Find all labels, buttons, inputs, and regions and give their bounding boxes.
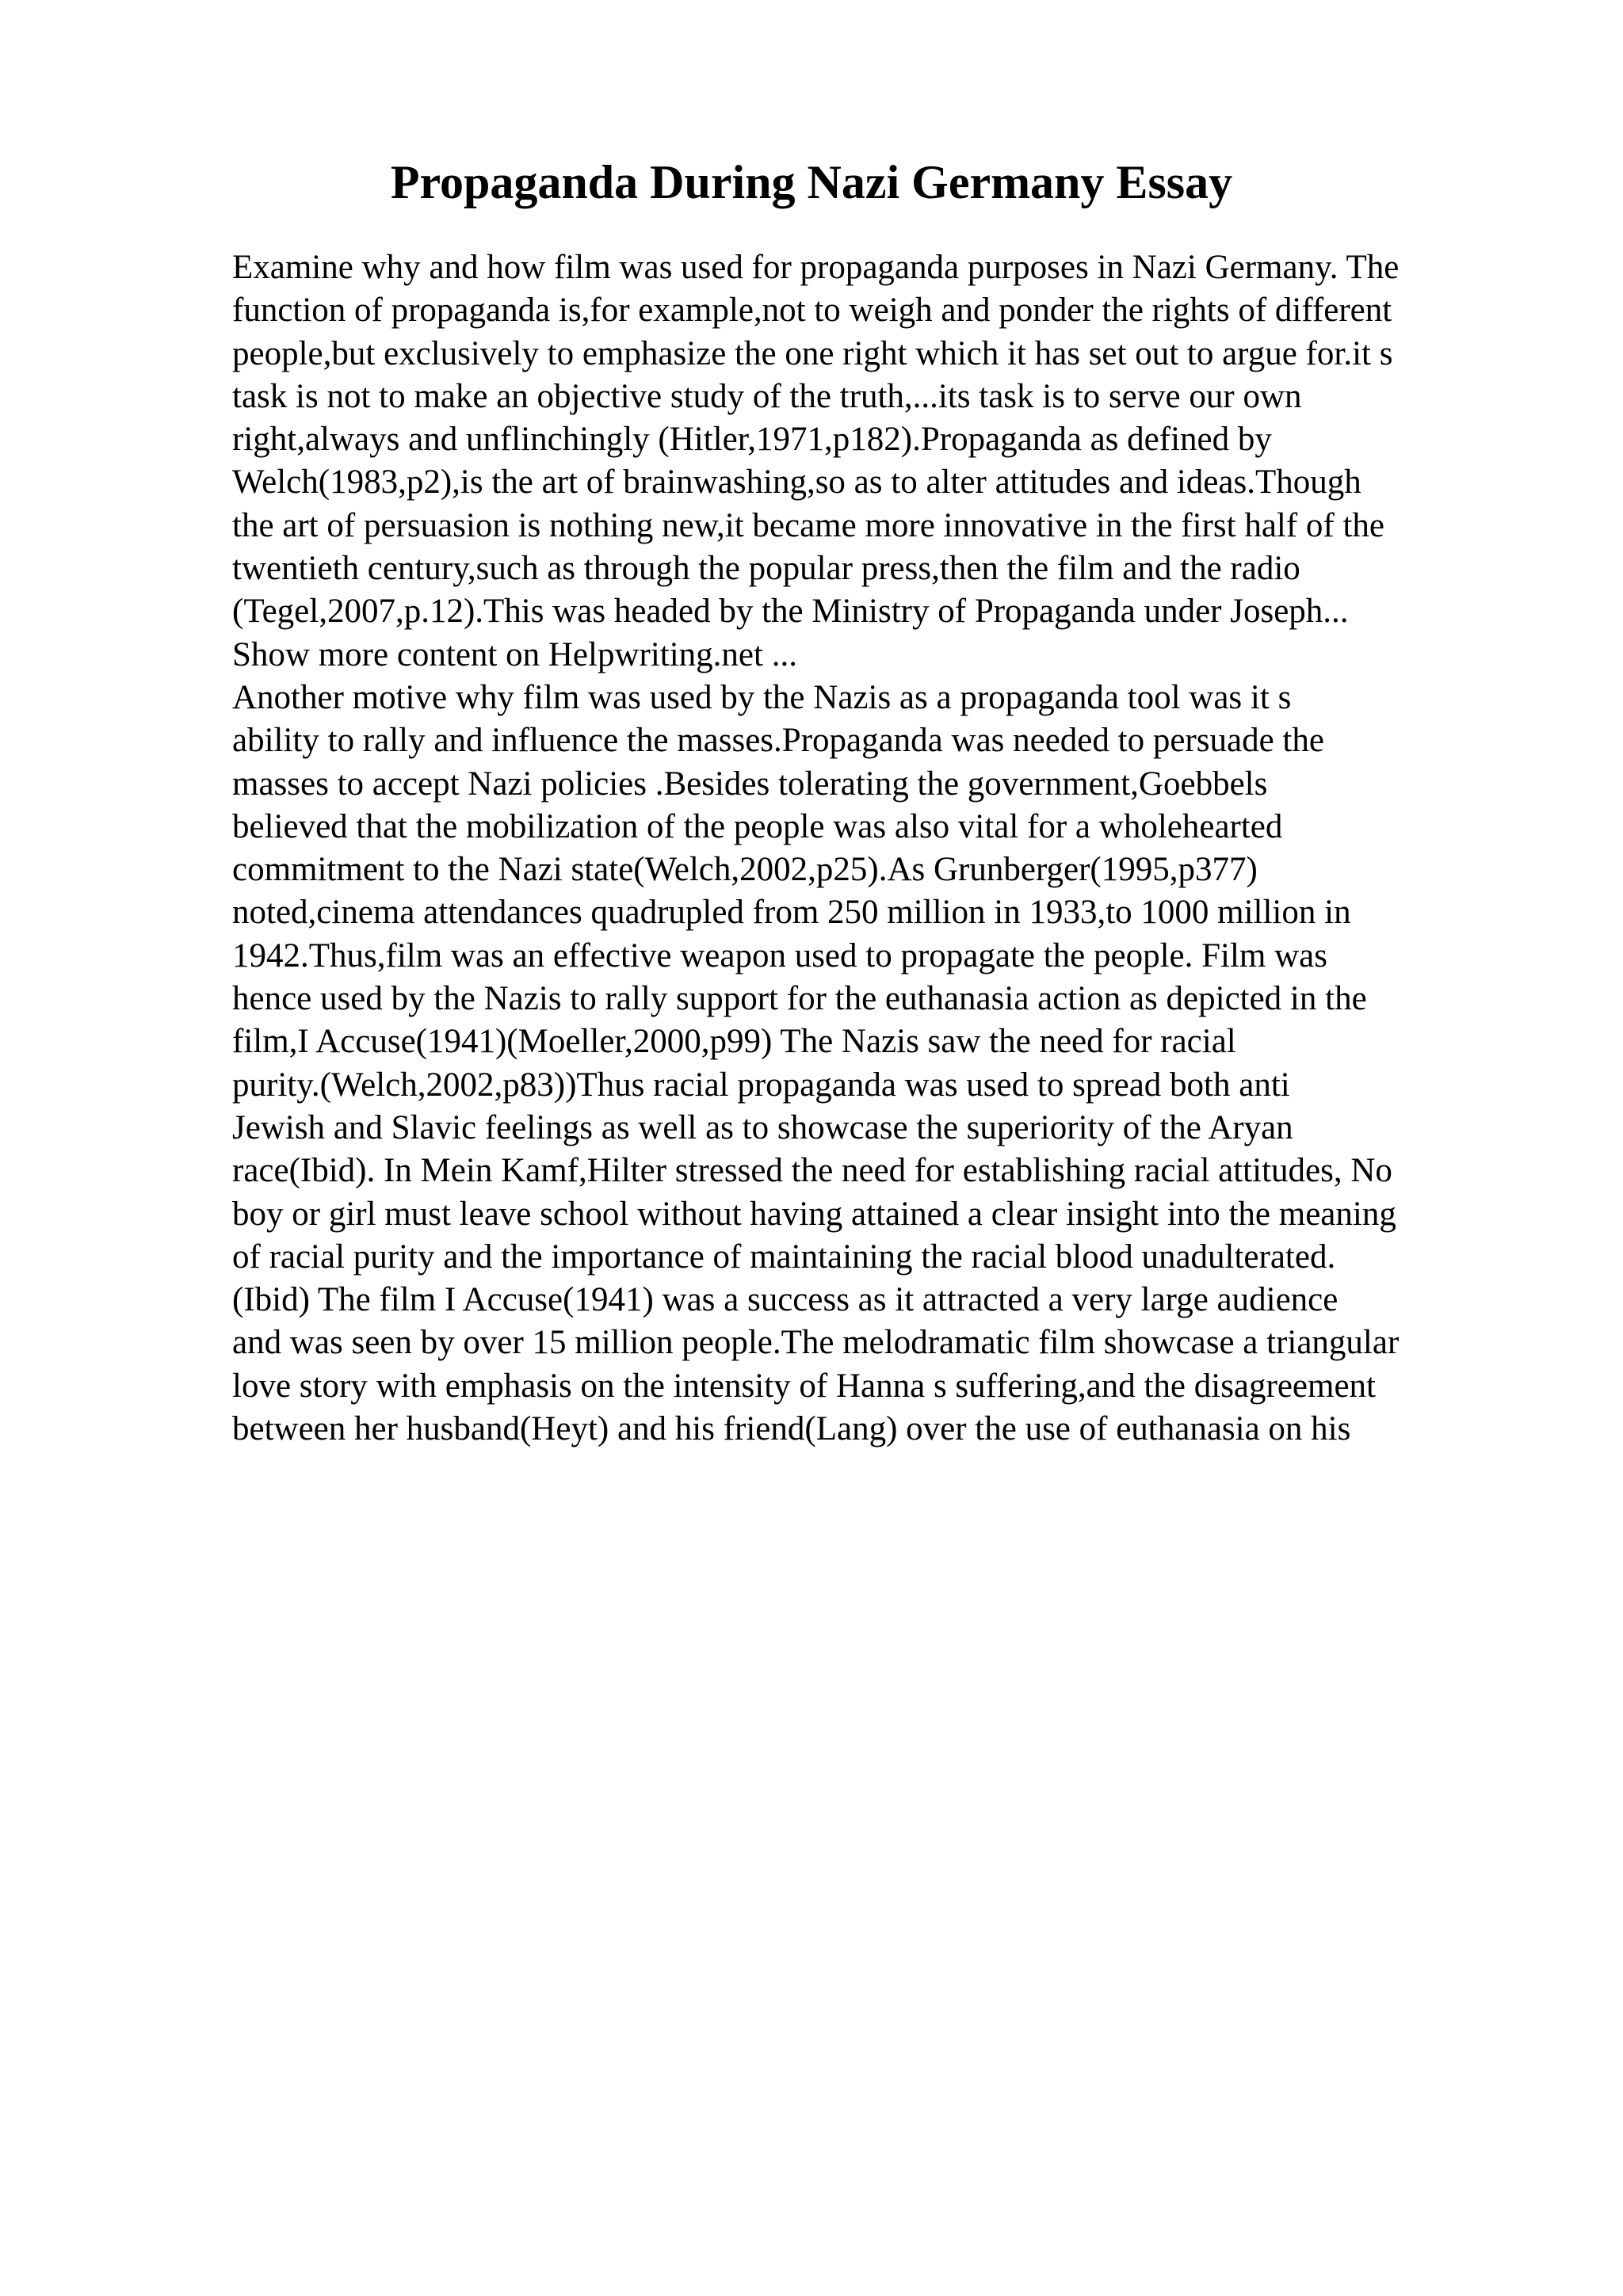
text-line: Examine why and how film was used for propaganda purposes in Nazi Germany. The (232, 249, 1400, 286)
text-line: Welch(1983,p2),is the art of brainwashing,so as to alter attitudes and ideas.Though (232, 463, 1361, 502)
text-line: boy or girl must leave school without having attained a clear insight into the meaning (232, 1195, 1396, 1233)
text-line: the art of persuasion is nothing new,it became more innovative in the first half of the (232, 506, 1385, 544)
text-line: Another motive why film was used by the Nazis as a propaganda tool was it s (232, 678, 1292, 716)
text-line: task is not to make an objective study of the truth,...its task is to serve our own (232, 377, 1302, 415)
essay-body (232, 246, 1516, 1451)
text-line: race(Ibid). In Mein Kamf,Hilter stressed the need for establishing racial attitudes, No (232, 1152, 1392, 1190)
text-line: function of propaganda is,for example,not to weigh and ponder the rights of different (232, 292, 1392, 330)
text-line: masses to accept Nazi policies .Besides tolerating the government,Goebbels (232, 765, 1268, 803)
text-line: noted,cinema attendances quadrupled from 250 million in 1933,to 1000 million in (232, 894, 1351, 932)
text-line: people,but exclusively to emphasize the one right which it has set out to argue for.it s (232, 334, 1393, 372)
text-line: hence used by the Nazis to rally support for the euthanasia action as depicted in the (232, 980, 1367, 1018)
text-line: (Ibid) The film I Accuse(1941) was a success as it attracted a very large audience (232, 1281, 1338, 1319)
text-line: believed that the mobilization of the people was also vital for a wholehearted (232, 807, 1283, 845)
text-line: purity.(Welch,2002,p83))Thus racial propaganda was used to spread both anti (232, 1066, 1290, 1104)
text-line: love story with emphasis on the intensity of Hanna s suffering,and the disagreement (232, 1367, 1376, 1405)
text-line: of racial purity and the importance of maintaining the racial blood unadulterated. (232, 1238, 1336, 1276)
text-line: right,always and unflinchingly (Hitler,1971,p182).Propaganda as defined by (232, 421, 1272, 459)
text-line: and was seen by over 15 million people.The melodramatic film showcase a triangular (232, 1324, 1400, 1362)
text-line: between her husband(Heyt) and his friend(Lang) over the use of euthanasia on his (232, 1410, 1351, 1448)
text-line: Jewish and Slavic feelings as well as to showcase the superiority of the Aryan (232, 1108, 1293, 1146)
show-more-link[interactable]: Show more content on Helpwriting.net ... (232, 635, 797, 673)
text-line: twentieth century,such as through the popular press,then the film and the radio (232, 550, 1300, 588)
text-line: (Tegel,2007,p.12).This was headed by the Ministry of Propaganda under Joseph... (232, 593, 1349, 631)
text-line: ability to rally and influence the masses.Propaganda was needed to persuade the (232, 722, 1324, 760)
text-line: commitment to the Nazi state(Welch,2002,p25).As Grunberger(1995,p377) (232, 851, 1258, 889)
text-line: 1942.Thus,film was an effective weapon used to propagate the people. Film was (232, 936, 1328, 974)
text-line: film,I Accuse(1941)(Moeller,2000,p99) The Nazis saw the need for racial (232, 1023, 1236, 1061)
document-title: Propaganda During Nazi Germany Essay (390, 156, 1233, 208)
